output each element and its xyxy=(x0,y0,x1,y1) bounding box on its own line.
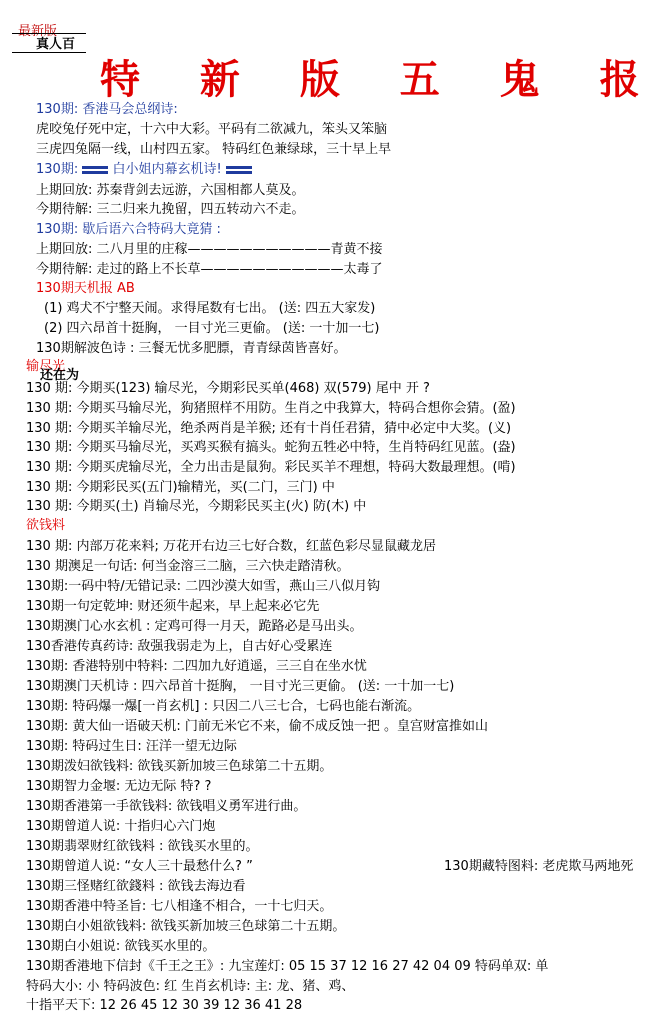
text-line: 130期: 特码过生日: 汪洋一望无边际 xyxy=(26,739,237,754)
text-line: 130期:一码中特/无错记录: 二四沙漠大如雪，燕山三八似月钩 xyxy=(26,579,381,594)
text-line xyxy=(36,160,252,179)
section-heading: 输尽光 xyxy=(26,359,66,374)
text-line: 130 期: 内部万花来料; 万花开右边三七好合数，红蓝色彩尽显鼠藏龙居 xyxy=(26,539,436,554)
text-line: 130 期: 今期彩民买(五门)输精光，买(二门，三门) 中 xyxy=(26,480,335,495)
text-line: 130期藏特图料: 老虎欺马两地死 xyxy=(444,859,634,874)
page-title: 特 新 版 五 鬼 报 xyxy=(100,56,663,103)
text-line: 130期一句定乾坤: 财还须牛起来，早上起来必它先 xyxy=(26,599,320,614)
double-bar-icon xyxy=(226,164,252,176)
double-bar-icon xyxy=(82,164,108,176)
text-line: 130 期: 今期买虎输尽光，全力出击是鼠狗。彩民买羊不理想，特码大数最理想。(啃) xyxy=(26,460,516,475)
text-line: 130 期: 今期买(土) 肖输尽光，今期彩民买主(火) 防(木) 中 xyxy=(26,499,367,514)
text-line: 130 期: 今期买马输尽光，买鸡买猴有搞头。蛇狗五牲必中特，生肖特码红见蓝。(盎) xyxy=(26,440,516,455)
text-line: 130期: 黄大仙一语破天机: 门前无米它不来，偷不成反蚀一把 。皇宫财富推如山 xyxy=(26,719,488,734)
text-line: 130 期: 今期买(123) 输尽光，今期彩民买单(468) 双(579) 尾中 开 ? xyxy=(26,381,430,396)
text-line: 130期香港地下信封《千王之王》: 九宝莲灯: 05 15 37 12 16 27 42 04 09 特码单双: 单 xyxy=(26,959,549,974)
text-line: 130期香港第一手欲钱料: 欲钱唱义勇军进行曲。 xyxy=(26,799,307,814)
text-line: 130 期: 今期买羊输尽光，绝杀两肖是羊猴; 还有十肖任君猜，猜中必定中大奖。(义) xyxy=(26,421,512,436)
text-line: 今期待解: 三二归来九挽留，四五转动六不走。 xyxy=(36,202,305,217)
tag-top: 最新版 xyxy=(18,24,58,39)
text-line: (1) 鸡犬不宁整天闹。求得尾数有七出。 (送: 四五大家发) xyxy=(44,301,376,316)
text-segment: 白小姐内幕玄机诗! xyxy=(112,162,226,177)
text-line: 130期翡翠财红欲钱料 : 欲钱买水里的。 xyxy=(26,839,259,854)
text-line: 130期曾道人说: 十指归心六门炮 xyxy=(26,819,216,834)
text-line: 今期待解: 走过的路上不长草———————————太毒了 xyxy=(36,262,383,277)
text-line: 虎咬兔仔死中定，十六中大彩。平码有二欲减九，笨头又笨脑 xyxy=(36,122,388,137)
text-line: 130期香港中特圣旨: 七八相逢不相合，一十七归天。 xyxy=(26,899,333,914)
text-line: 上期回放: 苏秦背剑去远游，六国相都人莫及。 xyxy=(36,183,305,198)
text-line: 特码大小: 小 特码波色: 红 生肖玄机诗: 主: 龙、猪、鸡、 xyxy=(26,979,355,994)
text-line: 130期天机报 AB xyxy=(36,281,135,296)
text-line: 130期智力金堰: 无边无际 特? ? xyxy=(26,779,212,794)
text-line: 130期泼妇欲钱料: 欲钱买新加坡三色球第二十五期。 xyxy=(26,759,333,774)
text-line: 130期澳门心水玄机 : 定鸡可得一月天，跪路必是马出头。 xyxy=(26,619,363,634)
text-line: 130期: 特码爆一爆[一肖玄机] : 只因二八三七合，七码也能右渐流。 xyxy=(26,699,421,714)
text-line: 130 期: 今期买马输尽光，狗猪照样不用防。生肖之中我算大，特码合想你会猜。(盈) xyxy=(26,401,516,416)
text-line: (2) 四六昂首十挺胸， 一目寸光三更偷。 (送: 一十加一七) xyxy=(44,321,380,336)
text-line: 十指平天下: 12 26 45 12 30 39 12 36 41 28 xyxy=(26,998,303,1013)
text-line: 130期白小姐说: 欲钱买水里的。 xyxy=(26,939,216,954)
text-line: 130期: 歇后语六合特码大竟猜 : xyxy=(36,222,221,237)
text-line: 130期: 香港马会总纲诗: xyxy=(36,102,178,117)
tag-bottom: 真人百 xyxy=(36,37,76,52)
text-line: 130期白小姐欲钱料: 欲钱买新加坡三色球第二十五期。 xyxy=(26,919,346,934)
text-line: 三虎四兔隔一线，山村四五家。 特码红色兼绿球，三十早上早 xyxy=(36,142,392,157)
text-line: 130期: 香港特别中特料: 二四加九好逍遥，三三自在坐水忧 xyxy=(26,659,367,674)
text-line: 上期回放: 二八月里的庄稼———————————青黄不接 xyxy=(36,242,383,257)
section-heading: 还在为 xyxy=(40,368,80,383)
text-line: 130期三怪赌红欲錢料 : 欲钱去海边看 xyxy=(26,879,246,894)
section-heading: 欲钱料 xyxy=(26,518,66,533)
text-line: 130期澳门天机诗 : 四六昂首十挺胸， 一目寸光三更偷。 (送: 一十加一七) xyxy=(26,679,455,694)
text-line: 130期解波色诗 : 三餐无忧多肥膘，青青绿茵皆喜好。 xyxy=(36,341,347,356)
tag-underline-bottom xyxy=(12,52,86,53)
text-line: 130 期澳足一句话: 何当金溶三二脑，三六快走踏清秋。 xyxy=(26,559,350,574)
text-line: 130期曾道人说: “女人三十最愁什么? ” xyxy=(26,859,253,874)
text-line: 130香港传真药诗: 敌强我弱走为上，自古好心受累连 xyxy=(26,639,333,654)
text-segment: 130期: xyxy=(36,162,83,177)
